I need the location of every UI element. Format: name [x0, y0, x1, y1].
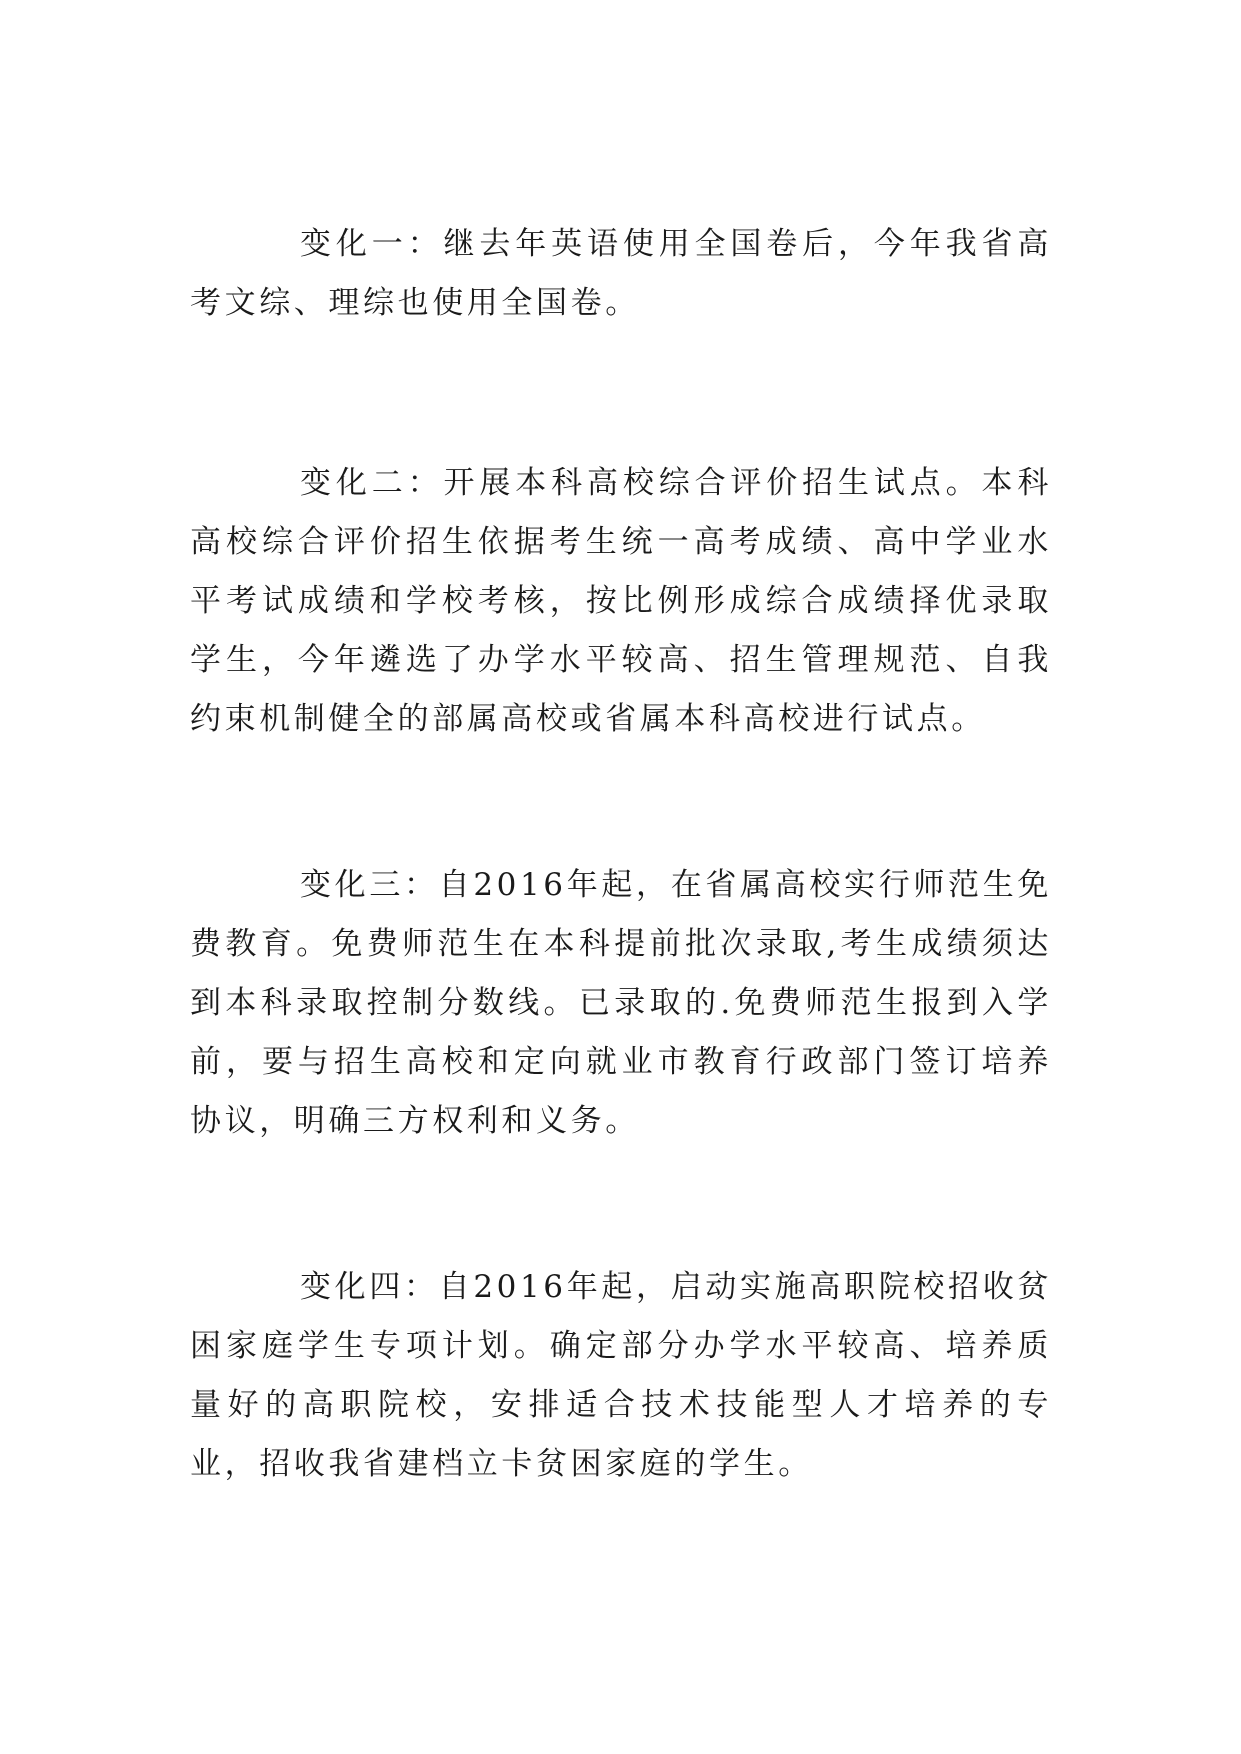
paragraph-change-two: 变化二：开展本科高校综合评价招生试点。本科高校综合评价招生依据考生统一高考成绩、高中学业水平考试成绩和学校考核，按比例形成综合成绩择优录取学生，今年遴选了办学水平较高、招生管理规范、自我约束机制健全的部属高校或省属本科高校进行试点。	[190, 465, 1052, 737]
paragraph-change-four: 变化四：自2016年起，启动实施高职院校招收贫困家庭学生专项计划。确定部分办学水平较高、培养质量好的高职院校，安排适合技术技能型人才培养的专业，招收我省建档立卡贫困家庭的学生。	[190, 1269, 1052, 1482]
paragraph-change-one: 变化一：继去年英语使用全国卷后，今年我省高考文综、理综也使用全国卷。	[190, 226, 1052, 321]
paragraph-change-three: 变化三：自2016年起，在省属高校实行师范生免费教育。免费师范生在本科提前批次录取,考生成绩须达到本科录取控制分数线。已录取的.免费师范生报到入学前，要与招生高校和定向就业市教育行政部门签订培养协议，明确三方权利和义务。	[190, 867, 1052, 1139]
